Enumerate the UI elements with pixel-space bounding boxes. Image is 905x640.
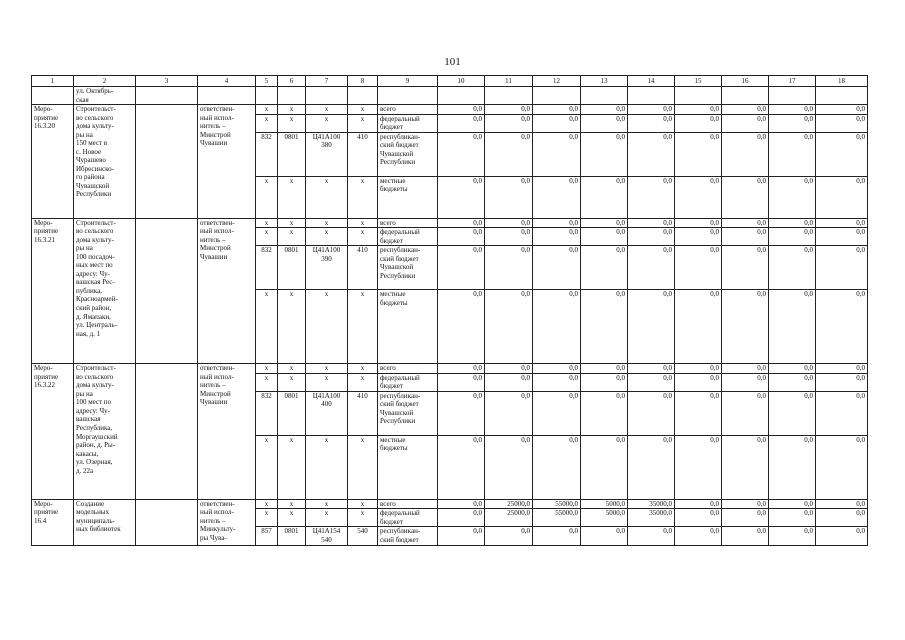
vr-cell: x — [348, 105, 378, 115]
table-row — [32, 105, 868, 115]
value-cell: 0,0 — [628, 228, 675, 246]
value-cell: 35000,0 — [628, 509, 675, 527]
grbs-cell: x — [256, 373, 278, 391]
value-cell: 0,0 — [722, 246, 769, 290]
value-cell: 0,0 — [722, 391, 769, 435]
executor-cell: ответствен- ный испол- нитель – Минкульту- ры Чува- — [198, 499, 256, 545]
event-code-cell: Меро- приятие 16.3.20 — [32, 105, 74, 219]
empty-cell — [198, 87, 256, 105]
grbs-cell: 832 — [256, 132, 278, 176]
value-cell: 0,0 — [816, 290, 868, 364]
csr-cell: x — [306, 176, 348, 218]
event-code-cell — [32, 87, 74, 105]
csr-cell: x — [306, 509, 348, 527]
value-cell: 0,0 — [533, 391, 581, 435]
value-cell: 0,0 — [438, 228, 485, 246]
value-cell: 0,0 — [533, 246, 581, 290]
column-header: 5 — [256, 76, 278, 87]
value-cell: 55000,0 — [533, 499, 581, 509]
value-cell: 0,0 — [816, 246, 868, 290]
empty-cell — [278, 87, 306, 105]
value-cell: 0,0 — [722, 218, 769, 228]
value-cell: 0,0 — [769, 246, 816, 290]
vr-cell: x — [348, 228, 378, 246]
vr-cell: x — [348, 364, 378, 374]
grbs-cell: 857 — [256, 527, 278, 545]
value-cell: 0,0 — [533, 364, 581, 374]
vr-cell: 410 — [348, 132, 378, 176]
funding-source-cell: федеральный бюджет — [378, 373, 438, 391]
value-cell: 0,0 — [816, 218, 868, 228]
value-cell: 0,0 — [533, 373, 581, 391]
value-cell: 0,0 — [438, 527, 485, 545]
value-cell: 0,0 — [533, 527, 581, 545]
empty-cell — [136, 364, 198, 500]
column-header: 8 — [348, 76, 378, 87]
value-cell: 0,0 — [485, 527, 533, 545]
funding-source-cell: республикан- ский бюджет Чувашской Республики — [378, 246, 438, 290]
rzpr-cell: x — [278, 114, 306, 132]
column-header: 12 — [533, 76, 581, 87]
column-header: 11 — [485, 76, 533, 87]
value-cell: 0,0 — [438, 373, 485, 391]
csr-cell: x — [306, 290, 348, 364]
rzpr-cell: x — [278, 364, 306, 374]
value-cell: 0,0 — [675, 290, 722, 364]
csr-cell: x — [306, 364, 348, 374]
value-cell: 5000,0 — [581, 499, 628, 509]
value-cell: 0,0 — [438, 132, 485, 176]
value-cell: 0,0 — [722, 435, 769, 499]
value-cell: 0,0 — [485, 373, 533, 391]
event-name-cell: Строительст- во сельского дома культу- ры на 100 посадоч- ных мест по адресу: Чу- вашская Рес- публика, Красноармей- ский район, д. Ямапаки, ул. Централь- ная, д. 1 — [74, 218, 136, 364]
empty-cell — [485, 87, 533, 105]
vr-cell: x — [348, 218, 378, 228]
value-cell: 0,0 — [628, 246, 675, 290]
column-header: 4 — [198, 76, 256, 87]
funding-source-cell: республикан- ский бюджет — [378, 527, 438, 545]
funding-source-cell: республикан- ский бюджет Чувашской Республики — [378, 391, 438, 435]
value-cell: 0,0 — [769, 114, 816, 132]
table-row — [32, 218, 868, 228]
empty-cell — [378, 87, 438, 105]
continuation-row — [32, 87, 868, 105]
empty-cell — [769, 87, 816, 105]
value-cell: 0,0 — [722, 499, 769, 509]
funding-source-cell: республикан- ский бюджет Чувашской Республики — [378, 132, 438, 176]
rzpr-cell: x — [278, 176, 306, 218]
vr-cell: x — [348, 176, 378, 218]
event-name-cell: ул. Октябрь- ская — [74, 87, 136, 105]
csr-cell: x — [306, 373, 348, 391]
value-cell: 0,0 — [581, 132, 628, 176]
value-cell: 0,0 — [769, 132, 816, 176]
event-name-cell: Создание модельных муниципаль- ных библиотек — [74, 499, 136, 545]
value-cell: 0,0 — [722, 527, 769, 545]
event-code-cell: Меро- приятие 16.3.22 — [32, 364, 74, 500]
funding-source-cell: всего — [378, 218, 438, 228]
value-cell: 0,0 — [769, 391, 816, 435]
value-cell: 0,0 — [581, 364, 628, 374]
rzpr-cell: x — [278, 228, 306, 246]
value-cell: 0,0 — [816, 373, 868, 391]
grbs-cell: x — [256, 114, 278, 132]
value-cell: 0,0 — [438, 364, 485, 374]
grbs-cell: x — [256, 364, 278, 374]
value-cell: 0,0 — [628, 218, 675, 228]
value-cell: 0,0 — [675, 499, 722, 509]
value-cell: 0,0 — [769, 527, 816, 545]
value-cell: 0,0 — [581, 373, 628, 391]
value-cell: 0,0 — [816, 391, 868, 435]
value-cell: 0,0 — [675, 132, 722, 176]
funding-source-cell: федеральный бюджет — [378, 114, 438, 132]
value-cell: 0,0 — [675, 246, 722, 290]
value-cell: 0,0 — [533, 105, 581, 115]
value-cell: 0,0 — [485, 228, 533, 246]
value-cell: 0,0 — [533, 435, 581, 499]
value-cell: 0,0 — [675, 391, 722, 435]
executor-cell: ответствен- ный испол- нитель – Минстрой Чувашии — [198, 364, 256, 500]
vr-cell: x — [348, 499, 378, 509]
grbs-cell: x — [256, 509, 278, 527]
grbs-cell: x — [256, 228, 278, 246]
column-header: 1 — [32, 76, 74, 87]
empty-cell — [136, 499, 198, 545]
csr-cell: x — [306, 114, 348, 132]
value-cell: 0,0 — [628, 373, 675, 391]
value-cell: 0,0 — [769, 499, 816, 509]
empty-cell — [816, 87, 868, 105]
value-cell: 0,0 — [581, 290, 628, 364]
value-cell: 35000,0 — [628, 499, 675, 509]
funding-source-cell: всего — [378, 499, 438, 509]
value-cell: 0,0 — [485, 132, 533, 176]
csr-cell: Ц41А100 390 — [306, 246, 348, 290]
csr-cell: Ц41А100 400 — [306, 391, 348, 435]
column-header: 15 — [675, 76, 722, 87]
vr-cell: x — [348, 290, 378, 364]
rzpr-cell: x — [278, 499, 306, 509]
vr-cell: x — [348, 509, 378, 527]
value-cell: 0,0 — [675, 114, 722, 132]
value-cell: 0,0 — [675, 527, 722, 545]
empty-cell — [722, 87, 769, 105]
value-cell: 0,0 — [438, 176, 485, 218]
empty-cell — [438, 87, 485, 105]
value-cell: 0,0 — [581, 114, 628, 132]
value-cell: 0,0 — [675, 373, 722, 391]
value-cell: 0,0 — [675, 509, 722, 527]
rzpr-cell: x — [278, 290, 306, 364]
column-header: 13 — [581, 76, 628, 87]
column-header: 14 — [628, 76, 675, 87]
empty-cell — [136, 105, 198, 219]
rzpr-cell: 0801 — [278, 527, 306, 545]
value-cell: 0,0 — [769, 105, 816, 115]
value-cell: 0,0 — [769, 435, 816, 499]
empty-cell — [256, 87, 278, 105]
value-cell: 0,0 — [438, 391, 485, 435]
value-cell: 0,0 — [628, 364, 675, 374]
value-cell: 0,0 — [816, 114, 868, 132]
header-row — [32, 76, 868, 87]
column-header: 16 — [722, 76, 769, 87]
value-cell: 0,0 — [675, 218, 722, 228]
value-cell: 0,0 — [722, 373, 769, 391]
column-header: 9 — [378, 76, 438, 87]
csr-cell: x — [306, 218, 348, 228]
value-cell: 0,0 — [628, 290, 675, 364]
column-header: 7 — [306, 76, 348, 87]
value-cell: 0,0 — [438, 246, 485, 290]
value-cell: 0,0 — [675, 364, 722, 374]
value-cell: 0,0 — [816, 364, 868, 374]
page-number: 101 — [444, 56, 461, 68]
column-header: 17 — [769, 76, 816, 87]
value-cell: 0,0 — [722, 114, 769, 132]
value-cell: 0,0 — [769, 373, 816, 391]
value-cell: 0,0 — [816, 105, 868, 115]
value-cell: 0,0 — [485, 364, 533, 374]
value-cell: 0,0 — [533, 218, 581, 228]
value-cell: 0,0 — [485, 290, 533, 364]
event-name-cell: Строительст- во сельского дома культу- ры на 100 мест по адресу: Чу- вашская Республика, Моргаушский район, д. Ры- какасы, ул. Озерная, д. 22а — [74, 364, 136, 500]
empty-cell — [136, 87, 198, 105]
csr-cell: Ц41А154 540 — [306, 527, 348, 545]
csr-cell: x — [306, 435, 348, 499]
grbs-cell: x — [256, 218, 278, 228]
empty-cell — [533, 87, 581, 105]
value-cell: 0,0 — [628, 176, 675, 218]
value-cell: 25000,0 — [485, 509, 533, 527]
value-cell: 0,0 — [816, 435, 868, 499]
value-cell: 0,0 — [438, 499, 485, 509]
event-code-cell: Меро- приятие 16.3.21 — [32, 218, 74, 364]
vr-cell: x — [348, 114, 378, 132]
funding-source-cell: всего — [378, 105, 438, 115]
vr-cell: 410 — [348, 246, 378, 290]
value-cell: 0,0 — [533, 228, 581, 246]
value-cell: 0,0 — [816, 499, 868, 509]
value-cell: 0,0 — [485, 246, 533, 290]
value-cell: 0,0 — [533, 176, 581, 218]
event-name-cell: Строительст- во сельского дома культу- ры на 150 мест в с. Новое Чурашево Ибресинско- го района Чувашской Республики — [74, 105, 136, 219]
column-header: 6 — [278, 76, 306, 87]
executor-cell: ответствен- ный испол- нитель – Минстрой Чувашии — [198, 105, 256, 219]
value-cell: 0,0 — [722, 509, 769, 527]
rzpr-cell: x — [278, 509, 306, 527]
value-cell: 0,0 — [769, 228, 816, 246]
value-cell: 0,0 — [722, 364, 769, 374]
value-cell: 0,0 — [581, 435, 628, 499]
column-header: 18 — [816, 76, 868, 87]
column-header: 10 — [438, 76, 485, 87]
grbs-cell: 832 — [256, 391, 278, 435]
value-cell: 0,0 — [675, 176, 722, 218]
value-cell: 0,0 — [485, 391, 533, 435]
value-cell: 0,0 — [485, 105, 533, 115]
value-cell: 0,0 — [581, 228, 628, 246]
funding-source-cell: местные бюджеты — [378, 290, 438, 364]
executor-cell: ответствен- ный испол- нитель – Минстрой Чувашии — [198, 218, 256, 364]
csr-cell: x — [306, 499, 348, 509]
value-cell: 0,0 — [722, 290, 769, 364]
grbs-cell: x — [256, 499, 278, 509]
empty-cell — [675, 87, 722, 105]
column-header: 2 — [74, 76, 136, 87]
value-cell: 0,0 — [816, 132, 868, 176]
value-cell: 0,0 — [581, 391, 628, 435]
value-cell: 0,0 — [722, 105, 769, 115]
value-cell: 0,0 — [438, 435, 485, 499]
value-cell: 0,0 — [722, 132, 769, 176]
rzpr-cell: 0801 — [278, 391, 306, 435]
vr-cell: x — [348, 435, 378, 499]
value-cell: 0,0 — [675, 105, 722, 115]
rzpr-cell: 0801 — [278, 246, 306, 290]
value-cell: 0,0 — [675, 435, 722, 499]
grbs-cell: x — [256, 290, 278, 364]
value-cell: 0,0 — [628, 114, 675, 132]
vr-cell: 410 — [348, 391, 378, 435]
value-cell: 0,0 — [722, 176, 769, 218]
value-cell: 0,0 — [769, 509, 816, 527]
value-cell: 0,0 — [438, 290, 485, 364]
value-cell: 0,0 — [769, 364, 816, 374]
value-cell: 25000,0 — [485, 499, 533, 509]
value-cell: 5000,0 — [581, 509, 628, 527]
value-cell: 0,0 — [769, 290, 816, 364]
value-cell: 0,0 — [485, 435, 533, 499]
value-cell: 0,0 — [816, 228, 868, 246]
grbs-cell: x — [256, 435, 278, 499]
rzpr-cell: x — [278, 218, 306, 228]
empty-cell — [306, 87, 348, 105]
rzpr-cell: x — [278, 373, 306, 391]
value-cell: 0,0 — [581, 105, 628, 115]
value-cell: 0,0 — [438, 105, 485, 115]
value-cell: 0,0 — [438, 509, 485, 527]
value-cell: 0,0 — [816, 176, 868, 218]
value-cell: 0,0 — [581, 176, 628, 218]
vr-cell: 540 — [348, 527, 378, 545]
value-cell: 0,0 — [485, 176, 533, 218]
value-cell: 0,0 — [581, 246, 628, 290]
csr-cell: x — [306, 228, 348, 246]
value-cell: 0,0 — [769, 176, 816, 218]
value-cell: 0,0 — [533, 114, 581, 132]
funding-source-cell: федеральный бюджет — [378, 509, 438, 527]
grbs-cell: 832 — [256, 246, 278, 290]
value-cell: 55000,0 — [533, 509, 581, 527]
value-cell: 0,0 — [769, 218, 816, 228]
funding-source-cell: местные бюджеты — [378, 176, 438, 218]
value-cell: 0,0 — [485, 218, 533, 228]
empty-cell — [628, 87, 675, 105]
funding-source-cell: федеральный бюджет — [378, 228, 438, 246]
column-header: 3 — [136, 76, 198, 87]
vr-cell: x — [348, 373, 378, 391]
value-cell: 0,0 — [816, 509, 868, 527]
grbs-cell: x — [256, 176, 278, 218]
value-cell: 0,0 — [581, 527, 628, 545]
csr-cell: x — [306, 105, 348, 115]
event-code-cell: Меро- приятие 16.4 — [32, 499, 74, 545]
empty-cell — [348, 87, 378, 105]
value-cell: 0,0 — [628, 527, 675, 545]
value-cell: 0,0 — [438, 218, 485, 228]
funding-source-cell: всего — [378, 364, 438, 374]
empty-cell — [136, 218, 198, 364]
value-cell: 0,0 — [533, 132, 581, 176]
value-cell: 0,0 — [438, 114, 485, 132]
rzpr-cell: x — [278, 105, 306, 115]
rzpr-cell: 0801 — [278, 132, 306, 176]
value-cell: 0,0 — [675, 228, 722, 246]
table-row — [32, 364, 868, 374]
value-cell: 0,0 — [628, 132, 675, 176]
value-cell: 0,0 — [485, 114, 533, 132]
budget-table — [31, 75, 868, 546]
value-cell: 0,0 — [628, 105, 675, 115]
value-cell: 0,0 — [816, 527, 868, 545]
grbs-cell: x — [256, 105, 278, 115]
funding-source-cell: местные бюджеты — [378, 435, 438, 499]
value-cell: 0,0 — [533, 290, 581, 364]
table-row — [32, 499, 868, 509]
empty-cell — [581, 87, 628, 105]
value-cell: 0,0 — [628, 391, 675, 435]
rzpr-cell: x — [278, 435, 306, 499]
csr-cell: Ц41А100 380 — [306, 132, 348, 176]
value-cell: 0,0 — [628, 435, 675, 499]
value-cell: 0,0 — [722, 228, 769, 246]
value-cell: 0,0 — [581, 218, 628, 228]
